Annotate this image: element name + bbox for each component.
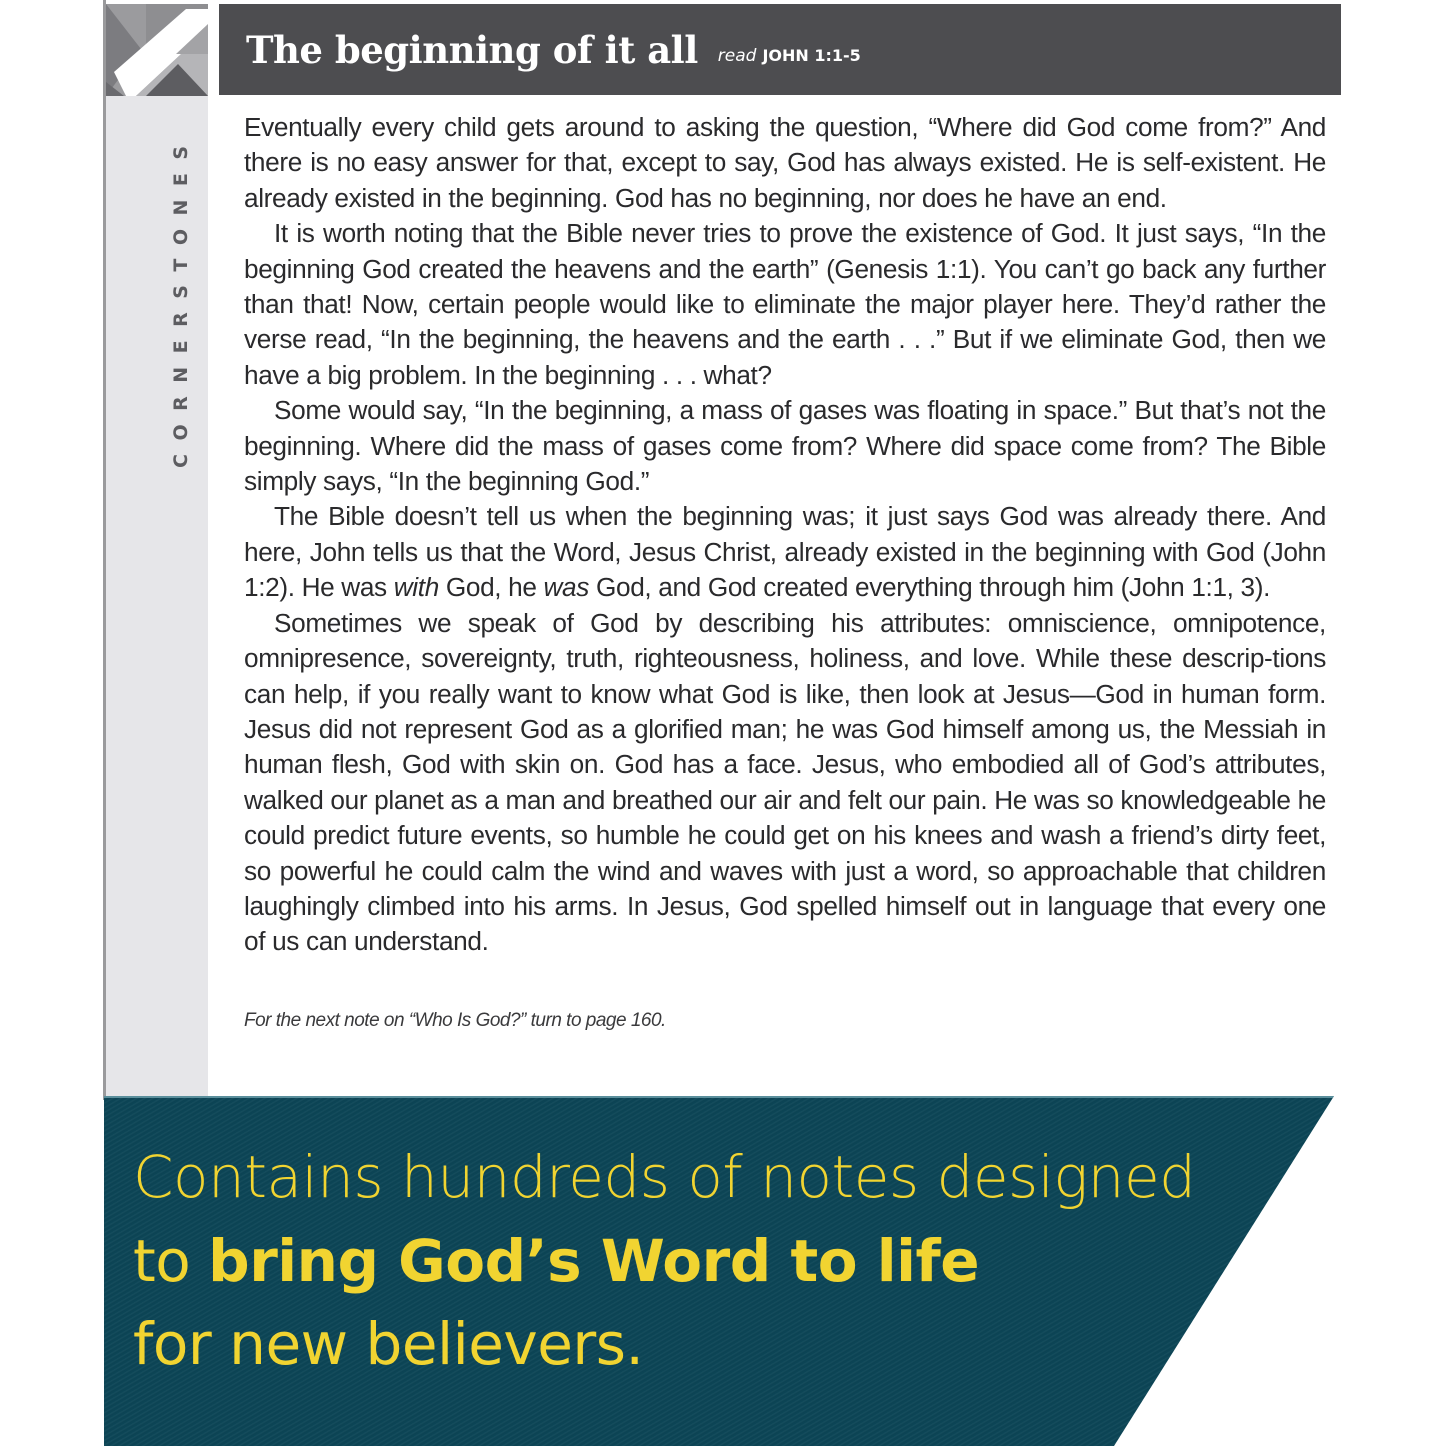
- article-body: [244, 110, 1326, 960]
- read-label: read: [717, 45, 757, 66]
- banner-highlight: bring God’s Word to life: [208, 1227, 980, 1295]
- paragraph-text: God, he: [438, 572, 544, 603]
- section-label: CORNERSTONES: [170, 132, 192, 468]
- page-title: The beginning of it all: [246, 27, 698, 72]
- title-bar: [219, 4, 1341, 95]
- paragraph: Eventually every child gets around to asking the question, “Where did God come from?” And there is no easy answer for that, except to say, God has always existed. He is self-existent. He already existed in the beginning. God has no beginning, nor does he have an end.: [244, 112, 1326, 213]
- cornerstones-logo-icon: [106, 4, 208, 96]
- paragraph: [244, 499, 1326, 605]
- banner-line-2: [133, 1227, 979, 1295]
- paragraph-text: The Bible doesn’t tell us when the beginning was; it just says God was already there. And here, John tells us that the Word, Jesus Christ, already existed in the beginning with God (John 1:2). He was: [244, 501, 1326, 603]
- emphasis-was: was: [543, 572, 590, 603]
- banner-line-1: Contains hundreds of notes designed: [133, 1143, 1196, 1211]
- scripture-reference: JOHN 1:1-5: [762, 46, 861, 65]
- paragraph-text: God, and God created everything through him (John 1:1, 3).: [589, 572, 1271, 603]
- paragraph: Sometimes we speak of God by describing his attributes: omniscience, omnipotence, omnipresence, sovereignty, truth, righteousness, holiness, and love. While these descrip-tions can help, if you really want to know what God is like, then look at Jesus—God in human form. Jesus did not represent God as a glorified man; he was God himself among us, the Messiah in human flesh, God with skin on. God has a face. Jesus, who embodied all of God’s attributes, walked our planet as a man and breathed our air and felt our pain. He was so knowledgeable he could predict future events, so humble he could get on his knees and wash a friend’s dirty feet, so powerful he could calm the wind and waves with just a word, so approachable that children laughingly climbed into his arms. In Jesus, God spelled himself out in language that every one of us can understand.: [244, 607, 1326, 957]
- paragraph: Some would say, “In the beginning, a mass of gases was floating in space.” But that’s not the beginning. Where did the mass of gases come from? Where did space come from? The Bible simply says, “In the beginning God.”: [244, 395, 1326, 497]
- cross-reference-note: For the next note on “Who Is God?” turn to page 160.: [244, 1010, 666, 1031]
- emphasis-with: with: [393, 572, 439, 603]
- banner-line-3: for new believers.: [133, 1310, 644, 1378]
- paragraph: It is worth noting that the Bible never tries to prove the existence of God. It just says, “In the beginning God created the heavens and the earth” (Genesis 1:1). You can’t go back any further than that! Now, certain people would like to eliminate the major player here. They’d rather the verse read, “In the beginning, the heavens and the earth . . .” But if we eliminate God, then we have a big problem. In the beginning . . . what?: [244, 218, 1326, 390]
- banner-line-2-prefix: to: [133, 1227, 209, 1295]
